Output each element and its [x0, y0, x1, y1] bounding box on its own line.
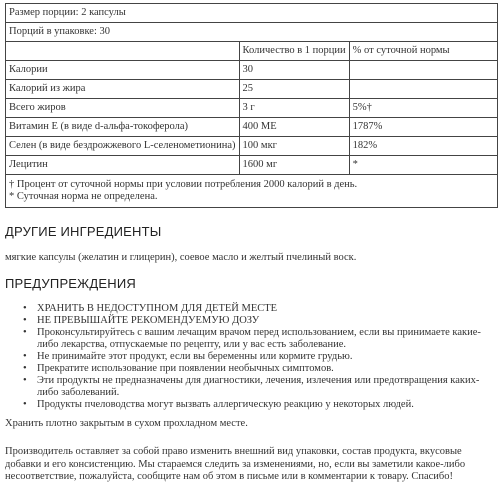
- row-dv: 1787%: [349, 118, 497, 137]
- row-dv: [349, 61, 497, 80]
- row-dv: 5%†: [349, 99, 497, 118]
- servings-per-container: Порций в упаковке: 30: [6, 23, 498, 42]
- header-dv: % от суточной нормы: [349, 42, 497, 61]
- storage-text: Хранить плотно закрытым в сухом прохладном месте.: [5, 418, 248, 429]
- supplement-facts-table: [5, 3, 498, 208]
- ingredients-text: мягкие капсулы (желатин и глицерин), соевое масло и желтый пчелиный воск.: [5, 252, 357, 263]
- row-amount: 1600 мг: [239, 156, 349, 175]
- row-dv: *: [349, 156, 497, 175]
- header-row: [6, 42, 498, 61]
- serving-size: Размер порции: 2 капсулы: [6, 4, 498, 23]
- row-amount: 25: [239, 80, 349, 99]
- row-name: Всего жиров: [6, 99, 240, 118]
- list-item: • ХРАНИТЬ В НЕДОСТУПНОМ ДЛЯ ДЕТЕЙ МЕСТЕ: [37, 303, 495, 315]
- row-dv: [349, 80, 497, 99]
- header-blank: [6, 42, 240, 61]
- table-row: [6, 137, 498, 156]
- list-item: • Не принимайте этот продукт, если вы беременны или кормите грудью.: [37, 351, 495, 363]
- table-footnotes: [6, 175, 498, 208]
- table-row: [6, 99, 498, 118]
- list-item: • Прекратите использование при появлении необычных симптомов.: [37, 363, 495, 375]
- row-amount: 3 г: [239, 99, 349, 118]
- list-item: • НЕ ПРЕВЫШАЙТЕ РЕКОМЕНДУЕМУЮ ДОЗУ: [37, 315, 495, 327]
- row-name: Калорий из жира: [6, 80, 240, 99]
- ingredients-heading: ДРУГИЕ ИНГРЕДИЕНТЫ: [5, 224, 162, 239]
- row-amount: 30: [239, 61, 349, 80]
- row-dv: 182%: [349, 137, 497, 156]
- footnote-dv: † Процент от суточной нормы при условии потребления 2000 калорий в день.: [9, 179, 358, 190]
- row-name: Витамин E (в виде d-альфа-токоферола): [6, 118, 240, 137]
- table-row: [6, 80, 498, 99]
- table-row: [6, 61, 498, 80]
- warnings-heading: ПРЕДУПРЕЖДЕНИЯ: [5, 276, 136, 291]
- list-item: • Эти продукты не предназначены для диагностики, лечения, излечения или предотвращения каких-либо заболеваний.: [37, 375, 495, 399]
- warnings-list: [5, 303, 495, 411]
- list-item: • Продукты пчеловодства могут вызвать аллергическую реакцию у некоторых людей.: [37, 399, 495, 411]
- row-amount: 400 МЕ: [239, 118, 349, 137]
- row-name: Лецитин: [6, 156, 240, 175]
- list-item: • Проконсультируйтесь с вашим лечащим врачом перед использованием, если вы принимаете какие-либо лекарства, отпускаемые по рецепту, или у вас есть заболевание.: [37, 327, 495, 351]
- row-amount: 100 мкг: [239, 137, 349, 156]
- row-name: Селен (в виде бездрожжевого L-селенометионина): [6, 137, 240, 156]
- disclaimer-text: Производитель оставляет за собой право изменить внешний вид упаковки, состав продукта, вкусовые добавки и его консистенцию. Мы стараемся следить за изменениями, но, если вы заметили какое-либо несоответствие, пожалуйста, сообщите нам об этом в письме или в комментарии к товару. Спасибо!: [5, 446, 466, 482]
- table-row: [6, 118, 498, 137]
- row-name: Калории: [6, 61, 240, 80]
- table-row: [6, 156, 498, 175]
- header-amount: Количество в 1 порции: [239, 42, 349, 61]
- footnote-undefined: * Суточная норма не определена.: [9, 191, 158, 202]
